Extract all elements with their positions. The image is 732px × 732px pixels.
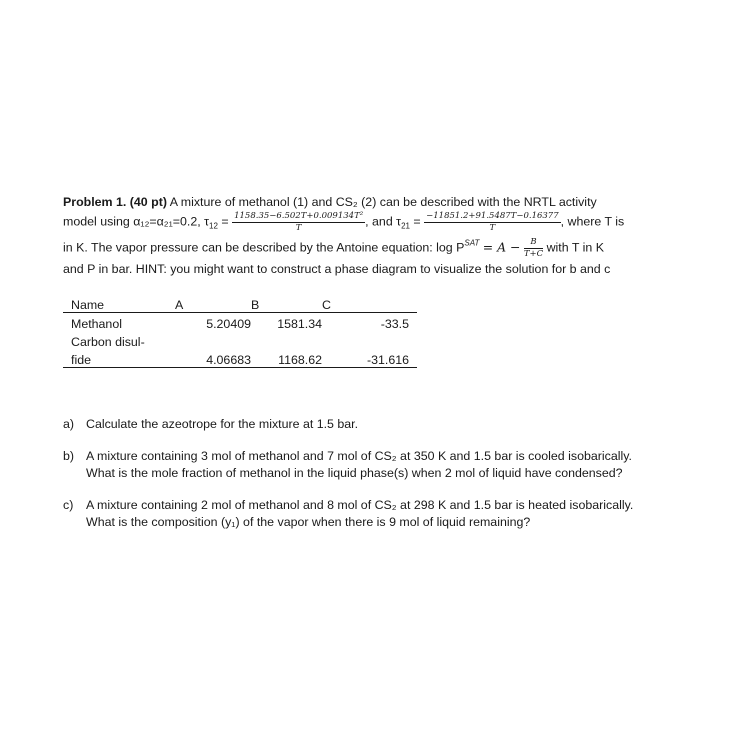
problem-line-2 xyxy=(63,212,624,232)
antoine-table xyxy=(63,294,417,368)
antoine-intro: in K. The vapor pressure can be described by the Antoine equation: log P xyxy=(63,240,465,255)
header-b: B xyxy=(251,298,260,312)
cell-name: fide xyxy=(71,353,91,367)
problem-intro: A mixture of methanol (1) and CS₂ (2) can be described with the NRTL activity xyxy=(169,195,597,209)
header-a: A xyxy=(175,298,184,312)
tau12-fraction xyxy=(232,212,365,232)
equals-sign: = xyxy=(221,214,229,229)
header-c: C xyxy=(322,298,331,312)
problem-line-4: and P in bar. HINT: you might want to construct a phase diagram to visualize the solution for b and c xyxy=(63,262,611,276)
question-text: A mixture containing 3 mol of methanol and 7 mol of CS₂ at 350 K and 1.5 bar is cooled isobarically. What is the mole fraction of methanol in the liquid phase(s) when 2 mol of liquid have condensed? xyxy=(86,449,632,480)
antoine-end: with T in K xyxy=(546,240,604,255)
tau21-denominator: T xyxy=(489,222,496,233)
problem-line-1 xyxy=(63,195,597,209)
antoine-fraction xyxy=(524,238,543,258)
tau21-subscript: 21 xyxy=(401,221,410,231)
cell-a: 4.06683 xyxy=(206,353,251,367)
question-label: b) xyxy=(63,449,75,463)
where-text: , where T is xyxy=(560,214,625,229)
cell-c xyxy=(322,331,417,349)
problem-line-3 xyxy=(63,238,604,258)
tau12-subscript: 12 xyxy=(209,221,218,231)
psat-superscript: SAT xyxy=(464,238,480,248)
cell-a: 5.20409 xyxy=(206,317,251,331)
header-name: Name xyxy=(71,298,105,312)
table-row xyxy=(63,331,417,349)
table-header-row xyxy=(63,294,417,313)
antoine-numerator: B xyxy=(524,238,543,249)
equals-sign-2: = xyxy=(413,214,421,229)
question-text: Calculate the azeotrope for the mixture at 1.5 bar. xyxy=(86,417,359,431)
cell-a xyxy=(175,331,251,349)
antoine-mid: = A − xyxy=(482,239,521,255)
tau21-numerator: −11851.2+91.5487T−0.16377 xyxy=(426,211,559,221)
table-row xyxy=(63,349,417,368)
question-label: c) xyxy=(63,498,74,512)
cell-c: -31.616 xyxy=(366,353,409,367)
nrtl-params-text: model using α₁₂=α₂₁=0.2, τ xyxy=(63,214,210,229)
cell-c: -33.5 xyxy=(380,317,409,331)
tau12-denominator: T xyxy=(295,222,302,233)
question-label: a) xyxy=(63,417,75,431)
tau12-numerator: 1158.35−6.502T+0.009134T² xyxy=(234,211,364,221)
table-row xyxy=(63,313,417,332)
tau21-fraction xyxy=(424,212,561,232)
and-tau-text: , and τ xyxy=(365,214,402,229)
cell-b: 1581.34 xyxy=(277,317,322,331)
problem-title: Problem 1. (40 pt) xyxy=(63,195,167,209)
cell-name: Methanol xyxy=(71,317,122,331)
question-text: A mixture containing 2 mol of methanol and 8 mol of CS₂ at 298 K and 1.5 bar is heated isobarically. What is the composition (y₁) of the vapor when there is 9 mol of liquid remaining? xyxy=(86,498,634,529)
cell-b: 1168.62 xyxy=(278,353,322,367)
antoine-denominator: T+C xyxy=(523,248,544,259)
cell-b xyxy=(251,331,322,349)
cell-name: Carbon disul- xyxy=(71,335,145,349)
